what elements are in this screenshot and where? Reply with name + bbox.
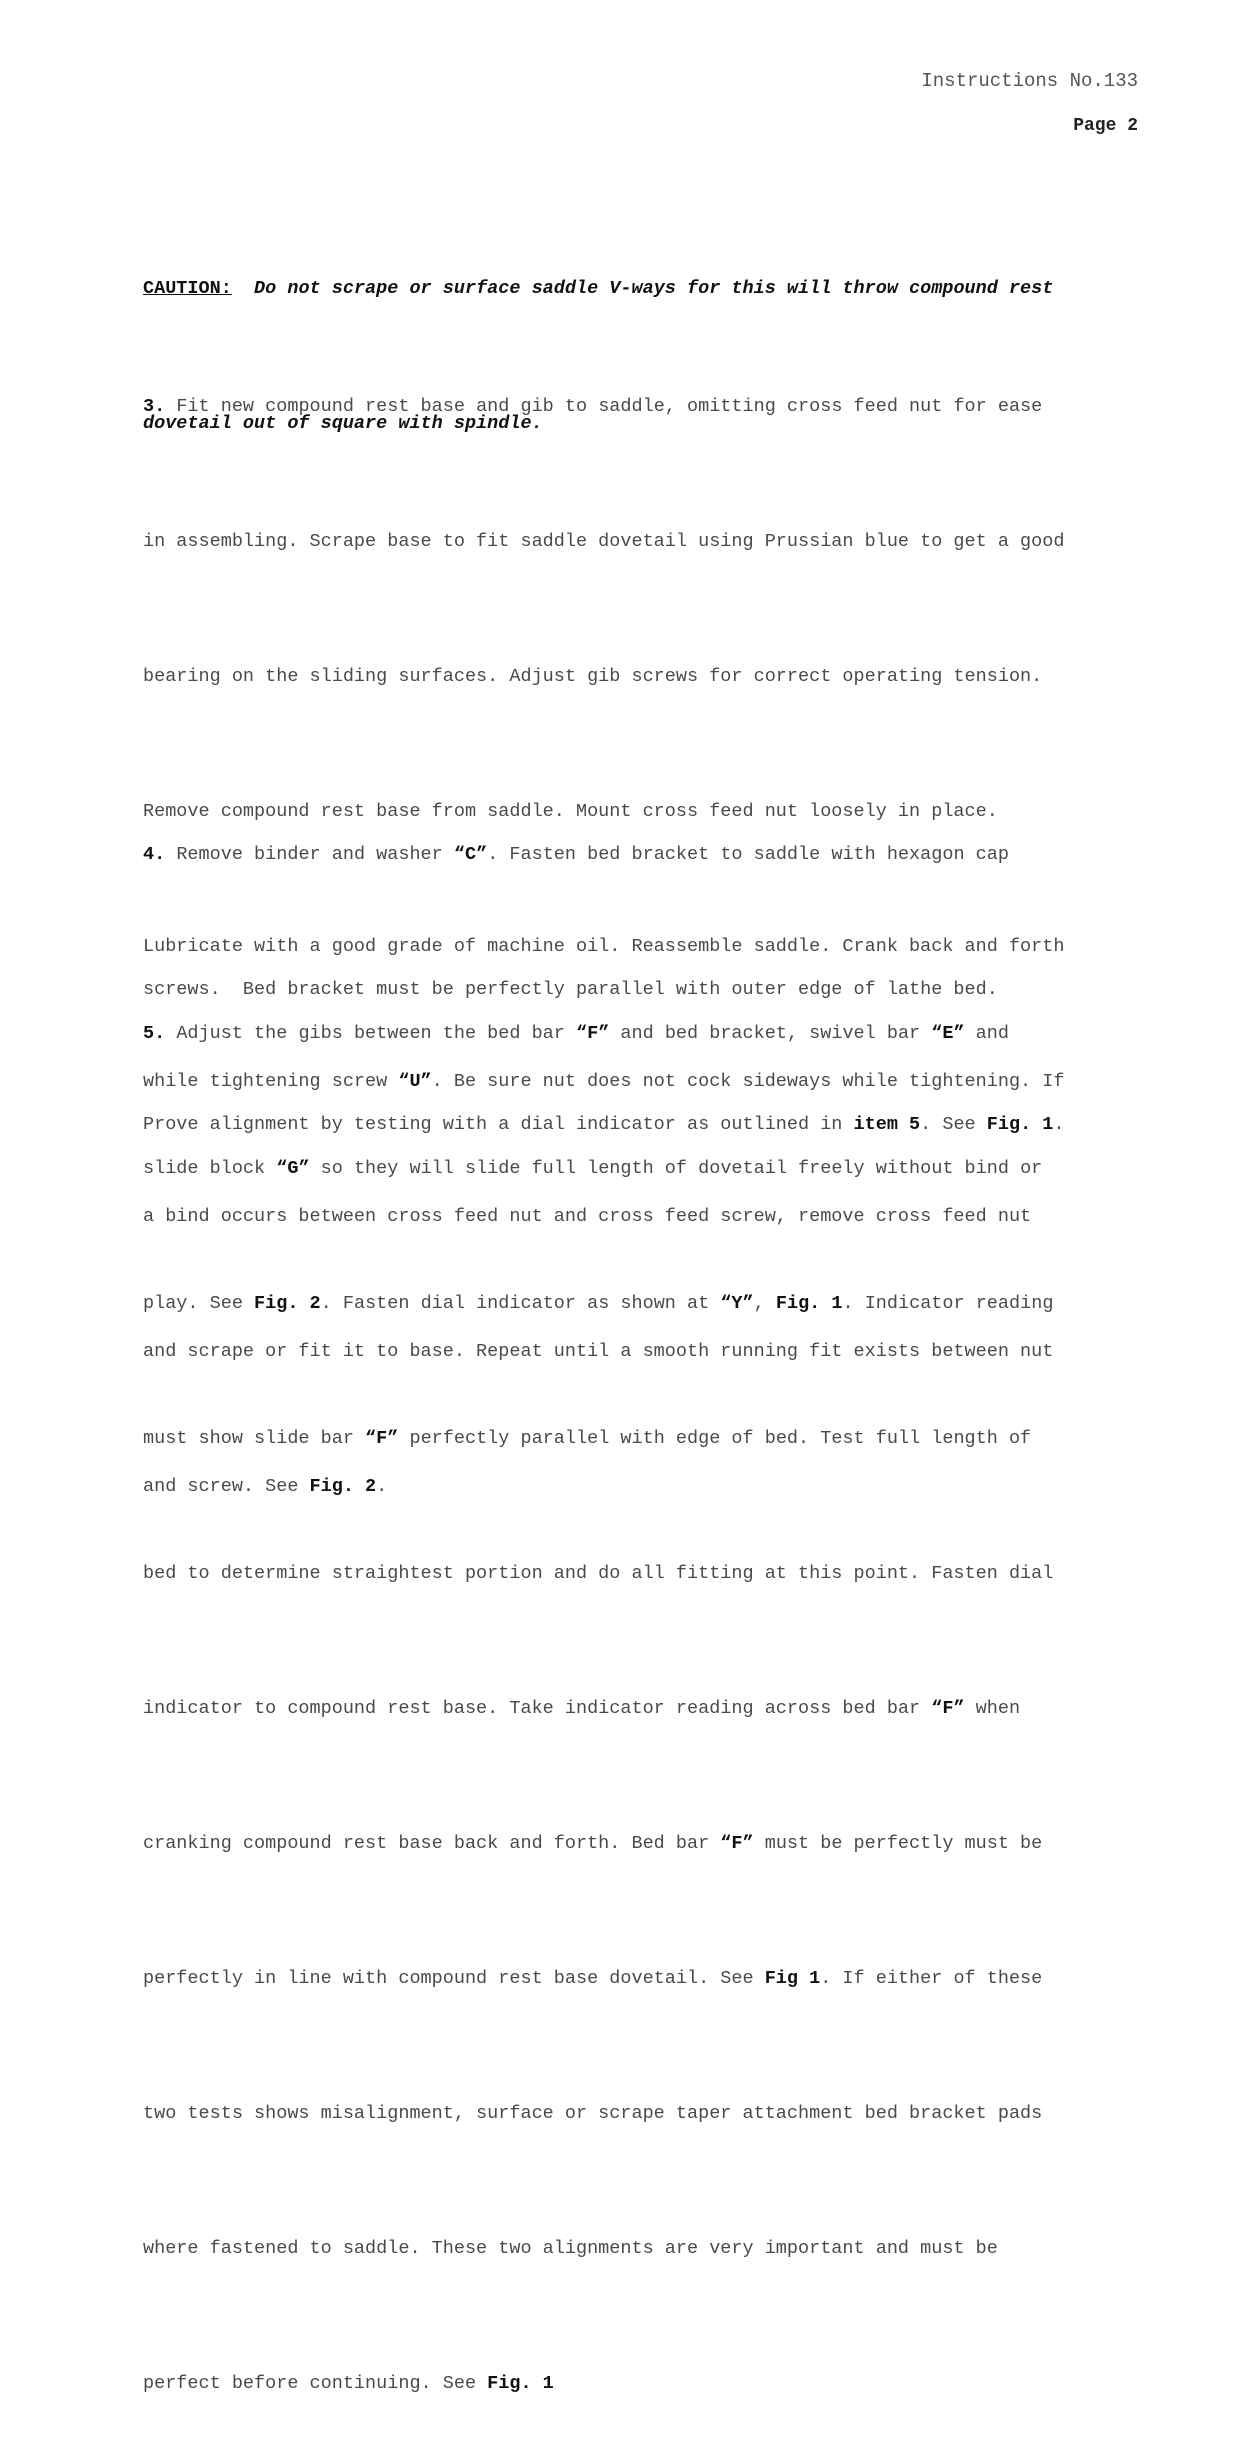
text: . Fasten bed bracket to saddle with hexagon cap xyxy=(487,844,1009,865)
part-ref: “E” xyxy=(931,1023,965,1044)
step-number: 4. xyxy=(143,844,166,865)
step3-line-4: Remove compound rest base from saddle. Mount cross feed nut loosely in place. xyxy=(143,801,998,822)
part-ref: “F” xyxy=(576,1023,610,1044)
figure-ref: Fig. 2 xyxy=(254,1293,321,1314)
text: play. See xyxy=(143,1293,255,1314)
part-ref: “C” xyxy=(453,844,488,865)
part-ref: “F” xyxy=(365,1428,399,1449)
step3-line-5: Lubricate with a good grade of machine oil. Reassemble saddle. Crank back and forth xyxy=(143,936,1065,957)
caution-line-2: dovetail out of square with spindle. xyxy=(143,413,543,434)
item-ref: item 5 xyxy=(853,1114,921,1135)
step5-line-10: where fastened to saddle. These two alignments are very important and must be xyxy=(143,2238,998,2259)
text: indicator to compound rest base. Take indicator reading across bed bar xyxy=(143,1698,932,1719)
step3-line-2: in assembling. Scrape base to fit saddle dovetail using Prussian blue to get a good xyxy=(143,531,1065,552)
step3-line-1 xyxy=(143,384,1143,429)
text: perfect before continuing. See xyxy=(143,2373,488,2394)
part-ref: “U” xyxy=(398,1071,432,1092)
text: so they will slide full length of dovetail freely without bind or xyxy=(309,1158,1043,1179)
step5-line-7 xyxy=(143,1821,1143,1866)
step5-line-2 xyxy=(143,1146,1143,1191)
text: . xyxy=(1053,1114,1065,1135)
step4-line-2: screws. Bed bracket must be perfectly parallel with outer edge of lathe bed. xyxy=(143,979,998,1000)
text: . If either of these xyxy=(820,1968,1043,1989)
figure-ref: Fig. 2 xyxy=(309,1476,377,1497)
step3-line-3: bearing on the sliding surfaces. Adjust gib screws for correct operating tension. xyxy=(143,666,1043,687)
text: when xyxy=(964,1698,1021,1719)
text: . See xyxy=(920,1114,987,1135)
text: cranking compound rest base back and forth. Bed bar xyxy=(143,1833,721,1854)
text: , xyxy=(753,1293,776,1314)
text: must show slide bar xyxy=(143,1428,366,1449)
text: . Indicator reading xyxy=(842,1293,1054,1314)
text: and xyxy=(964,1023,1009,1044)
step-5 xyxy=(143,921,1143,2451)
step5-line-3 xyxy=(143,1281,1143,1326)
text: Prove alignment by testing with a dial indicator as outlined in xyxy=(143,1114,854,1135)
text: and bed bracket, swivel bar xyxy=(609,1023,932,1044)
step4-line-1 xyxy=(143,832,1143,877)
text: Adjust the gibs between the bed bar xyxy=(165,1023,576,1044)
step5-line-6 xyxy=(143,1686,1143,1731)
figure-ref: Fig 1 xyxy=(764,1968,821,1989)
text: perfectly parallel with edge of bed. Test full length of xyxy=(398,1428,1032,1449)
part-ref: “F” xyxy=(720,1833,754,1854)
step-number: 5. xyxy=(143,1023,166,1044)
step3-line-8: and scrape or fit it to base. Repeat until a smooth running fit exists between nut xyxy=(143,1341,1054,1362)
part-ref: “F” xyxy=(931,1698,965,1719)
caution-label: CAUTION: xyxy=(143,278,232,299)
part-ref: “G” xyxy=(276,1158,310,1179)
text: . Fasten dial indicator as shown at xyxy=(320,1293,721,1314)
text: while tightening screw xyxy=(143,1071,399,1092)
text: must be perfectly must be xyxy=(753,1833,1043,1854)
step5-line-11 xyxy=(143,2361,1143,2406)
caution-text: Do not scrape or surface saddle V-ways for this will throw compound rest xyxy=(231,278,1054,299)
step5-line-8 xyxy=(143,1956,1143,2001)
text: perfectly in line with compound rest base dovetail. See xyxy=(143,1968,765,1989)
step-number: 3. xyxy=(143,396,166,417)
step3-line-7: a bind occurs between cross feed nut and cross feed screw, remove cross feed nut xyxy=(143,1206,1032,1227)
text: slide block xyxy=(143,1158,277,1179)
text: Remove binder and washer xyxy=(165,844,454,865)
step5-line-4 xyxy=(143,1416,1143,1461)
figure-ref: Fig. 1 xyxy=(487,2373,554,2394)
step-text: Fit new compound rest base and gib to saddle, omitting cross feed nut for ease xyxy=(165,396,1043,417)
step5-line-5: bed to determine straightest portion and do all fitting at this point. Fasten dial xyxy=(143,1563,1054,1584)
text: . Be sure nut does not cock sideways while tightening. If xyxy=(431,1071,1065,1092)
text: and screw. See xyxy=(143,1476,310,1497)
part-ref: “Y” xyxy=(720,1293,754,1314)
step5-line-9: two tests shows misalignment, surface or scrape taper attachment bed bracket pads xyxy=(143,2103,1043,2124)
figure-ref: Fig. 1 xyxy=(986,1114,1054,1135)
page-number: Page 2 xyxy=(1073,116,1138,136)
step5-line-1 xyxy=(143,1011,1143,1056)
document-number: Instructions No.133 xyxy=(921,70,1138,92)
figure-ref: Fig. 1 xyxy=(775,1293,843,1314)
text: . xyxy=(376,1476,388,1497)
